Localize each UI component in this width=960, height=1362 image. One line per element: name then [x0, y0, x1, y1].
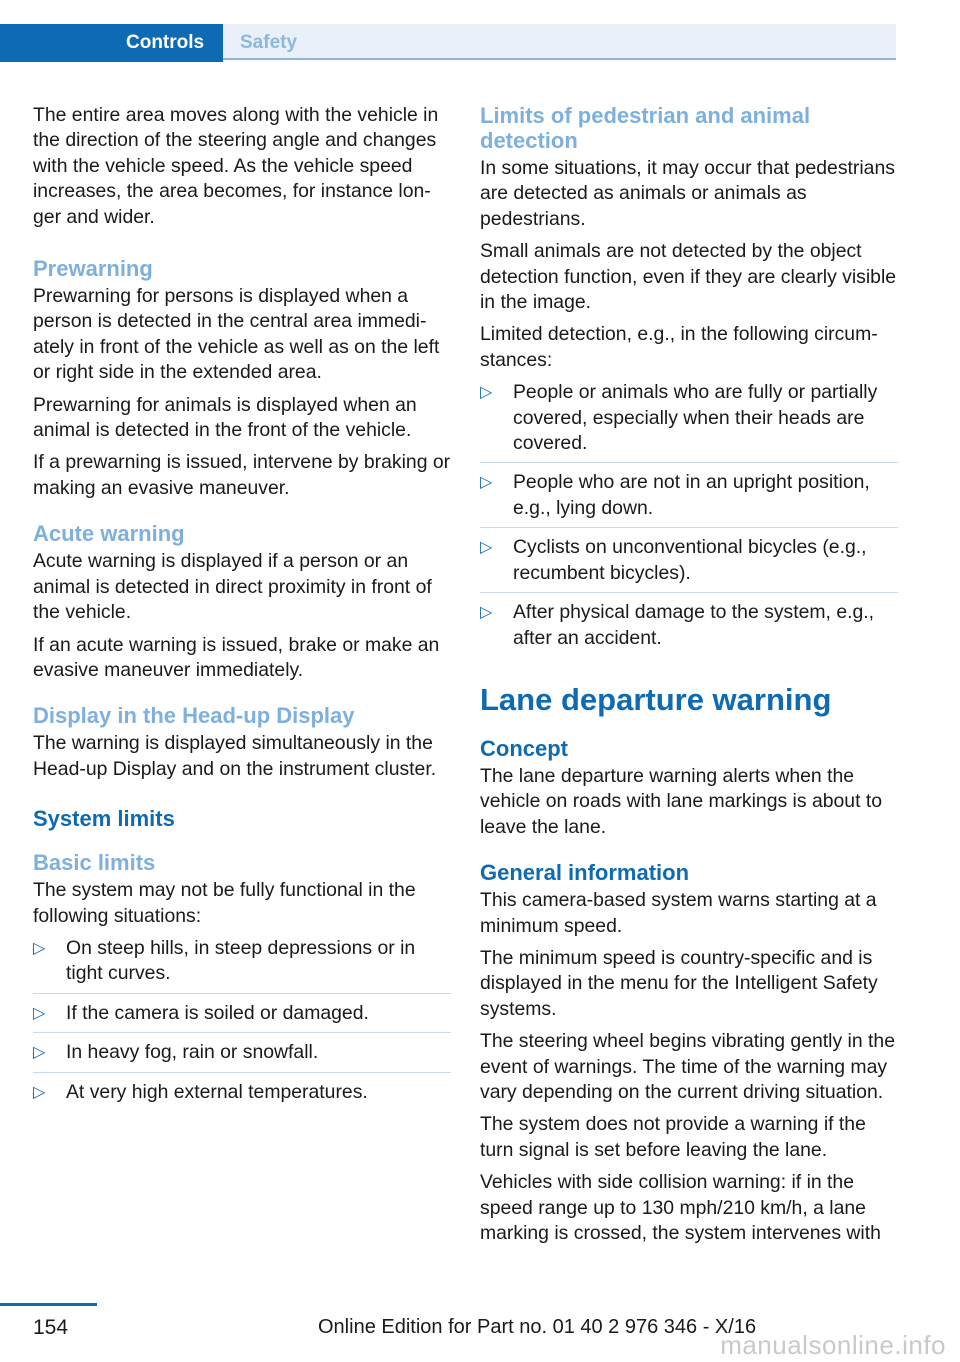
divider	[480, 592, 898, 593]
list-item: ▷ On steep hills, in steep depressions or in tight curves.	[33, 936, 416, 985]
divider	[33, 1072, 451, 1073]
general-paragraph-2: The minimum speed is country-specific and is displayed in the menu for the Intelligent Safety systems.	[480, 946, 878, 1020]
tab-safety[interactable]: Safety	[223, 24, 896, 60]
hud-heading: Display in the Head-up Display	[33, 703, 355, 729]
list-item: ▷ After physical damage to the system, e.g., after an accident.	[480, 601, 875, 649]
list-item: ▷ People or animals who are fully or partially covered, especially when their heads are covered.	[480, 381, 878, 455]
prewarning-paragraph-3: If a prewarning is issued, intervene by braking or making an evasive maneuver.	[33, 451, 451, 499]
concept-heading: Concept	[480, 735, 568, 761]
triangle-bullet-icon: ▷	[33, 1004, 46, 1022]
system-limits-heading: System limits	[33, 806, 175, 832]
basic-limits-paragraph: The system may not be fully functional in the following situations:	[33, 879, 416, 927]
divider	[33, 993, 451, 994]
general-paragraph-1: This camera-based system warns starting at a minimum speed.	[480, 889, 877, 937]
triangle-bullet-icon: ▷	[480, 539, 493, 557]
prewarning-paragraph-1: Prewarning for persons is displayed when a person is detected in the central area immediately in front of the vehicle as well as on the left or right side in the extended area.	[33, 285, 440, 384]
list-item: ▷ People who are not in an upright position, e.g., lying down.	[480, 471, 870, 519]
list-item: ▷ Cyclists on unconventional bicycles (e.g., recumbent bicycles).	[480, 536, 867, 584]
left-column	[33, 103, 451, 1105]
tab-controls[interactable]: Controls	[0, 24, 223, 62]
list-item: ▷ If the camera is soiled or damaged.	[33, 1001, 451, 1026]
footer-rule	[0, 1303, 97, 1306]
right-column	[480, 103, 898, 1253]
divider	[33, 1032, 451, 1033]
list-item: ▷ At very high external temperatures.	[33, 1080, 451, 1105]
intro-paragraph: The entire area moves along with the vehicle in the direction of the steering angle and changes with the vehicle speed. As the vehicle speed increases, the area becomes, for instance longer and wider.	[33, 104, 439, 228]
pedestrian-limits-list	[480, 380, 898, 651]
hud-paragraph: The warning is displayed simultaneously in the Head-up Display and on the instrument cluster.	[33, 732, 437, 780]
pedestrian-limits-heading: Limits of pedestrian and animal detection	[480, 103, 811, 153]
pedestrian-limits-paragraph-2: Small animals are not detected by the object detection function, even if they are clearly visible in the image.	[480, 240, 897, 314]
prewarning-paragraph-2: Prewarning for animals is displayed when an animal is detected in the front of the vehicle.	[33, 393, 417, 442]
triangle-bullet-icon: ▷	[33, 1083, 46, 1101]
lane-departure-heading: Lane departure warning	[480, 681, 832, 717]
divider	[480, 462, 898, 463]
page-number: 154	[33, 1316, 69, 1339]
acute-warning-heading: Acute warning	[33, 521, 185, 547]
prewarning-heading: Prewarning	[33, 256, 153, 282]
acute-paragraph-1: Acute warning is displayed if a person or an animal is detected in direct proximity in front of the vehicle.	[33, 550, 432, 624]
pedestrian-limits-paragraph-1: In some situations, it may occur that pedestrians are detected as animals or animals as pedestrians.	[480, 157, 895, 230]
pedestrian-limits-paragraph-3: Limited detection, e.g., in the following circumstances:	[480, 323, 878, 371]
triangle-bullet-icon: ▷	[480, 474, 493, 492]
triangle-bullet-icon: ▷	[480, 384, 493, 402]
general-paragraph-3: The steering wheel begins vibrating gently in the event of warnings. The time of the warning may vary depending on the current driving situation.	[480, 1030, 895, 1103]
concept-paragraph: The lane departure warning alerts when the vehicle on roads with lane markings is about to leave the lane.	[480, 764, 883, 838]
basic-limits-list	[33, 936, 451, 1105]
general-paragraph-4: The system does not provide a warning if the turn signal is set before leaving the lane.	[480, 1113, 866, 1161]
acute-paragraph-2: If an acute warning is issued, brake or make an evasive maneuver immediately.	[33, 633, 440, 681]
basic-limits-heading: Basic limits	[33, 850, 156, 876]
triangle-bullet-icon: ▷	[33, 1044, 46, 1062]
triangle-bullet-icon: ▷	[480, 604, 493, 622]
list-item: ▷ In heavy fog, rain or snowfall.	[33, 1040, 451, 1065]
general-information-heading: General information	[480, 860, 690, 886]
divider	[480, 527, 898, 528]
triangle-bullet-icon: ▷	[33, 939, 46, 957]
header-tabs	[0, 24, 896, 62]
watermark: manualsonline.info	[720, 1330, 946, 1360]
edition-text: Online Edition for Part no. 01 40 2 976 346 - X/16	[318, 1316, 757, 1338]
general-paragraph-5: Vehicles with side collision warning: if in the speed range up to 130 mph/210 km/h, a lane marking is crossed, the system intervenes with	[480, 1171, 881, 1244]
